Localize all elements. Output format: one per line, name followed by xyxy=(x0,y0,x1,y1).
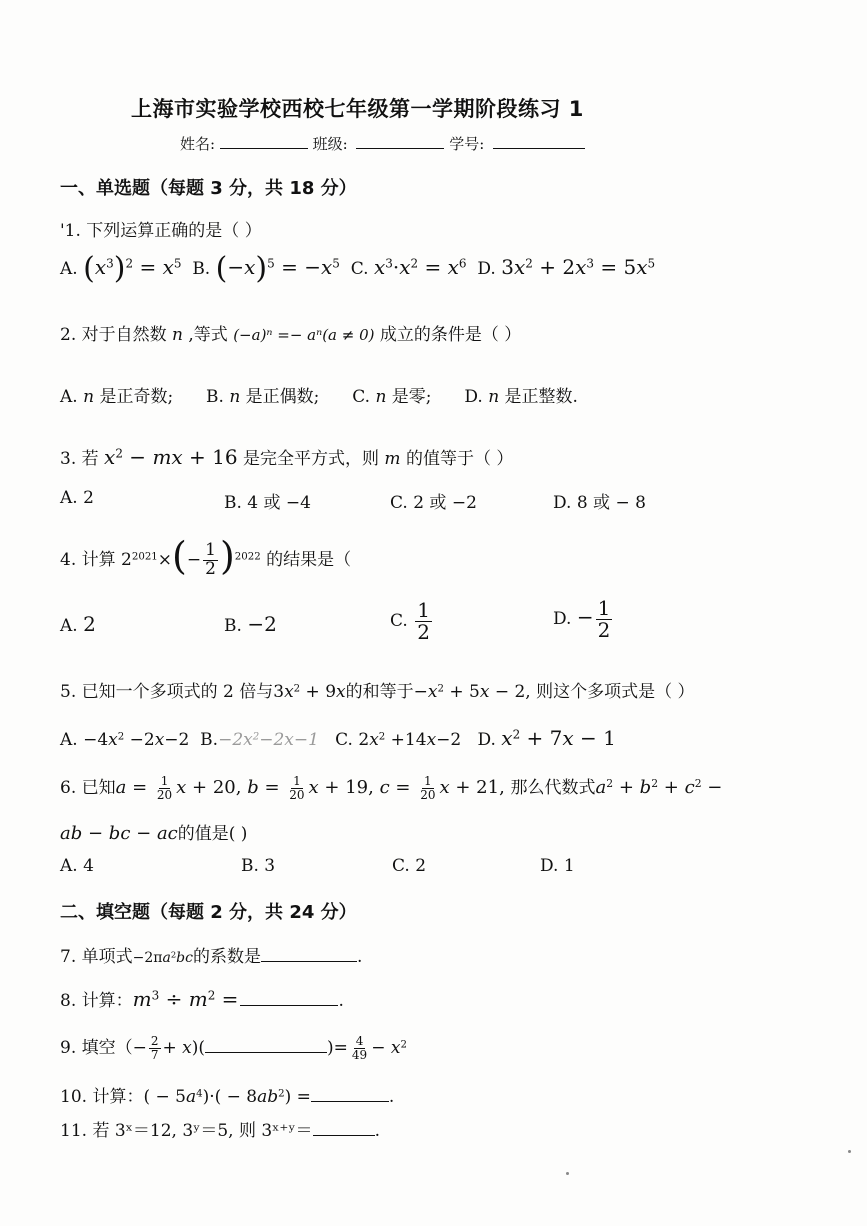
q6-expr-part2: ab − bc − ac xyxy=(60,823,178,844)
q5-option-b-expr: $-2x^2-2x-1$ xyxy=(218,730,319,750)
q3-expr: $x^2$ − mx + 16 xyxy=(104,445,238,469)
section-1-heading: 一、单选题（每题 3 分，共 18 分） xyxy=(60,178,357,199)
q11-answer-blank[interactable] xyxy=(313,1134,375,1136)
number-label: 学号: xyxy=(449,135,485,153)
q1-option-a-label: A. xyxy=(60,259,78,279)
question-5-options: A. $-4x^2 -2x-2$ $B.-2x^2-2x-1$ C. $2x^2 +14x-2$ D. $x^2 + 7x - 1$ xyxy=(60,726,616,750)
q6-option-c: C. 2 xyxy=(392,856,427,876)
q6-option-d: D. 1 xyxy=(540,856,575,876)
q1-option-a-expr: $(x^3)^2 = x^5$ xyxy=(83,251,182,286)
number-blank[interactable] xyxy=(493,147,585,149)
question-2-options: A. n 是正奇数; B. n 是正偶数; C. n 是零; D. n 是正整数. xyxy=(60,387,578,407)
q9-answer-blank[interactable] xyxy=(205,1051,327,1053)
q5-option-d-expr: $x^2 + 7x - 1$ xyxy=(501,726,616,750)
q6-definitions: a = $\frac{1}{20}$ x + 20, b = $\frac{1}{20}$ x + 19, c = $\frac{1}{20}$ x + 21, xyxy=(115,773,511,802)
q8-answer-blank[interactable] xyxy=(240,1004,338,1006)
name-blank[interactable] xyxy=(220,147,308,149)
q10-expr: ( − $5a^4)\cdot( - 8ab^2)$ = xyxy=(143,1087,311,1107)
question-1-options xyxy=(60,251,655,286)
q6-option-b: B. 3 xyxy=(241,856,276,876)
q7-monomial: $-2\pi a^2bc$ xyxy=(132,949,193,966)
question-3-stem: 3. 若 $x^2$ − mx + 16 是完全平方式，则 m 的值等于（ ） xyxy=(60,445,514,469)
question-5-stem: 5. 已知一个多项式的 2 倍与$3x^2 + 9x$的和等于$-x^2 + 5x - 2$, 则这个多项式是（ ） xyxy=(60,682,695,702)
q6-option-a: A. 4 xyxy=(60,856,94,876)
q9-expr-left: （− $\frac{2}{7}$ + x)( xyxy=(115,1034,206,1062)
q3-option-c: C. 2 或 −2 xyxy=(390,493,477,513)
q5-expr-1: $3x^2 + 9x$ xyxy=(273,682,346,702)
q4-option-b: B. −2 xyxy=(224,612,277,636)
q7-answer-blank[interactable] xyxy=(261,960,357,962)
question-7: 7. 单项式$-2\pi a^2bc$的系数是 . xyxy=(60,947,363,967)
q5-option-a-expr: $-4x^2 -2x-2$ xyxy=(83,730,190,750)
question-2-stem: 2. 对于自然数 n ,等式 (−a)ⁿ =− aⁿ(a ≠ 0) 成立的条件是（ ） xyxy=(60,325,522,345)
section-2-heading: 二、填空题（每题 2 分，共 24 分） xyxy=(60,902,357,923)
page-title: 上海市实验学校西校七年级第一学期阶段练习 1 xyxy=(131,97,584,121)
q10-answer-blank[interactable] xyxy=(311,1100,389,1102)
q5-option-c-expr: $2x^2 +14x-2$ xyxy=(358,730,462,750)
question-11: 11. 若 3ˣ＝12, 3ʸ＝5, 则 3ˣ⁺ʸ＝ . xyxy=(60,1121,380,1141)
q3-option-a: A. 2 xyxy=(60,488,94,508)
q1-option-d-label: D. xyxy=(477,259,496,279)
question-10: 10. 计算：( − $5a^4)\cdot( - 8ab^2)$ = . xyxy=(60,1087,395,1107)
question-8: 8. 计算：$m^3 \div m^2$ = . xyxy=(60,987,344,1011)
question-6-stem: 6. 已知a = $\frac{1}{20}$ x + 20, b = $\frac{1}{20}$ x + 19, c = $\frac{1}{20}$ x + 21, 那么代数式$a^2 + b^2 + c^2$ − xyxy=(60,773,723,802)
question-4-stem: 4. 计算 $2^{2021}\times(-$ $\frac{1}{2}$ )$^{2022}$ 的结果是（ xyxy=(60,534,352,579)
q1-option-c-expr: $x^3\cdot x^2 = x^6$ xyxy=(373,255,467,279)
q9-expr-right: )= $\frac{4}{49}$ − $x^2$ xyxy=(327,1034,407,1062)
q4-expr: $2^{2021}\times(-$ $\frac{1}{2}$ )$^{2022}$ xyxy=(121,534,261,579)
name-label: 姓名: xyxy=(180,135,216,153)
class-label: 班级: xyxy=(312,135,348,153)
q4-option-a: A. 2 xyxy=(60,612,96,636)
q3-option-b: B. 4 或 −4 xyxy=(224,493,311,513)
question-9: 9. 填空（− $\frac{2}{7}$ + x)( )= $\frac{4}{49}$ − $x^2$ xyxy=(60,1034,407,1062)
class-blank[interactable] xyxy=(356,147,444,149)
q3-option-d: D. 8 或 − 8 xyxy=(553,493,646,513)
q1-option-c-label: C. xyxy=(350,259,369,279)
q11-condition: 3ˣ＝12, 3ʸ＝5, 则 3ˣ⁺ʸ＝ xyxy=(114,1121,313,1141)
question-1-stem: '1. 下列运算正确的是（ ） xyxy=(60,221,262,241)
q8-expr: $m^3 \div m^2$ = xyxy=(132,987,239,1011)
q1-option-d-expr: $3x^2 + 2x^3 = 5x^5$ xyxy=(501,255,656,279)
q6-expr-part1: $a^2 + b^2 + c^2$ − xyxy=(595,777,723,798)
q1-option-b-label: B. xyxy=(192,259,211,279)
q4-option-c: C. $\frac{1}{2}$ xyxy=(390,598,430,644)
q5-expr-2: $-x^2 + 5x - 2$ xyxy=(413,682,526,702)
q4-option-d: D. − $\frac{1}{2}$ xyxy=(553,596,611,642)
scan-speck xyxy=(566,1172,569,1175)
q2-formula: (−a)ⁿ =− aⁿ(a ≠ 0) xyxy=(233,326,375,344)
header-fields xyxy=(180,133,585,154)
q1-option-b-expr: $(-x)^5 = -x^5$ xyxy=(215,251,340,286)
question-6-stem-line2: ab − bc − ac的值是( ) xyxy=(60,823,248,844)
scan-speck xyxy=(848,1150,851,1153)
